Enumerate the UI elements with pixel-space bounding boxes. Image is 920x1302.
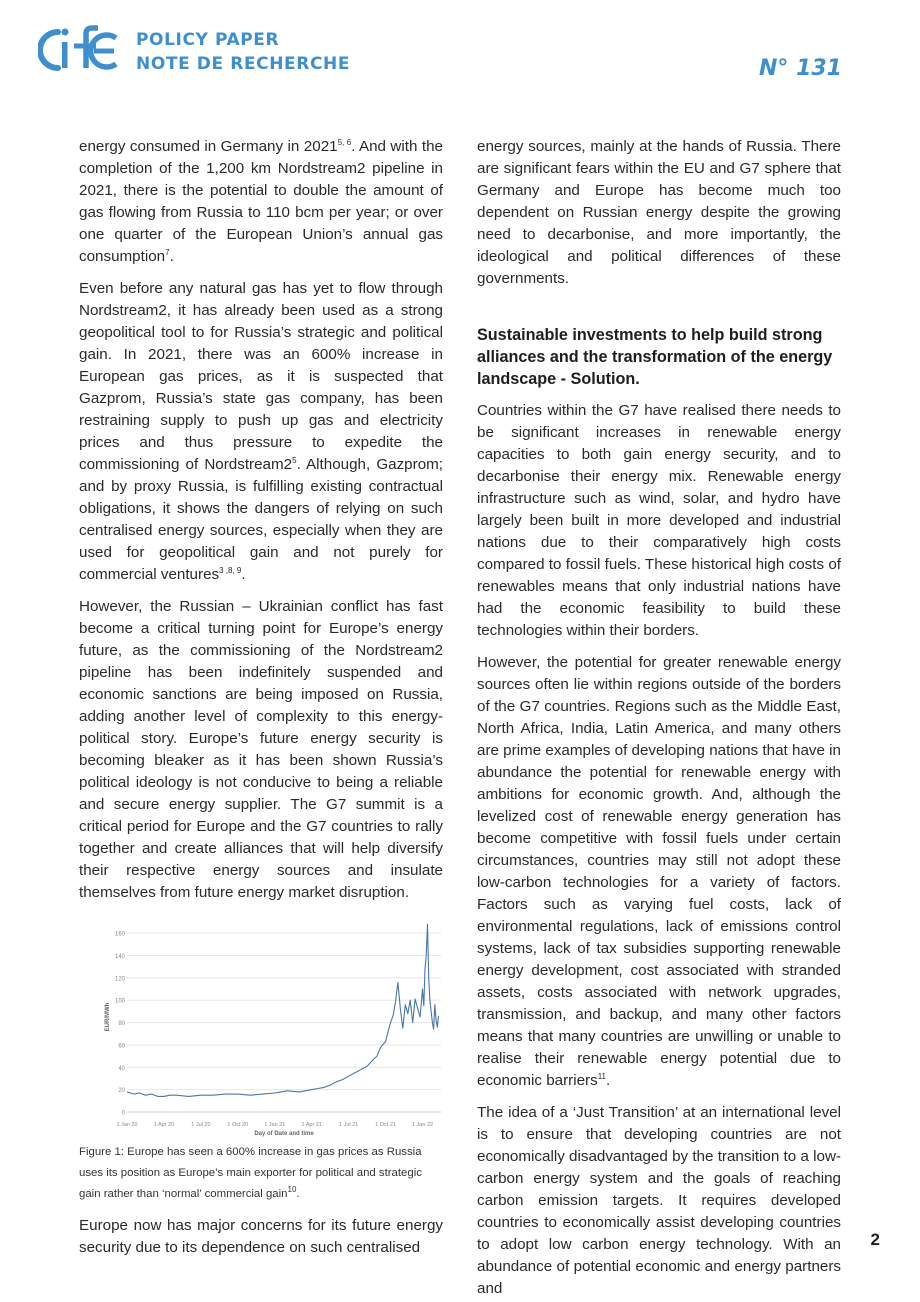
paragraph: energy sources, mainly at the hands of Russia. There are significant fears within the EU and G7 sphere that Germany and Europe has become much too dependent on Russian energy despite the growing need to decarbonise, and more importantly, the ideological and political differences of these governments. [477,138,841,287]
x-tick-label: 1 Jul 20 [191,1122,211,1128]
x-tick-label: 1 Jul 21 [339,1122,359,1128]
paragraph: Countries within the G7 have realised there needs to be significant increases in renewable energy capacities to both gain energy security, and to decarbonise their energy mix. Renewable energy infrastructure such as wind, solar, and hydro have largely been built in more developed and industrial nations due to their comparatively high costs compared to fossil fuels. These historical high costs of renewables means that only industrial nations have had the economic feasibility to build these technologies within their borders. [477,402,841,639]
y-tick-label: 140 [114,954,125,961]
y-axis-label: EUR/MWh [105,1002,111,1032]
paragraph: However, the Russian – Ukrainian conflict has fast become a critical turning point for Europe’s energy future, as the commissioning of the Nordstream2 pipeline has been indefinitely suspended and economic sanctions are being imposed on Russia, adding another level of complexity to this energy-political story. Europe’s future energy security is becoming bleaker as it has been shown Russia’s political ideology is not conducive to being a reliable and secure energy supplier. The G7 summit is a critical period for Europe and the G7 countries to rally together and create alliances that will help diversify their respective energy sources and insulate themselves from future energy market disruption. [79,598,443,901]
header-title-note-de-recherche: NOTE DE RECHERCHE [136,54,351,74]
page-number: 2 [870,1230,880,1249]
x-tick-label: 1 Apr 20 [153,1122,175,1128]
x-tick-label: 1 Jan 22 [411,1122,434,1128]
paragraph: The idea of a ‘Just Transition’ at an international level is to ensure that developing countries are not economically disadvantaged by the transition to a low-carbon energy system and the goals of reaching carbon emission targets. It requires developed countries to economically assist developing countries to adopt low carbon energy technology. With an abundance of potential economic and energy partners and [477,1104,841,1297]
x-axis-label: Day of Date and time [254,1131,314,1137]
gas-price-chart [79,914,443,1140]
paragraph: However, the potential for greater renewable energy sources often lie within regions outside of the borders of the G7 countries. Regions such as the Middle East, North Africa, India, Latin America, and many others are prime examples of developing nations that have in abundance the potential for renewable energy with ambitions for economic growth. And, although the levelized cost of renewable energy generation has become competitive with fossil fuels under certain circumstances, countries may still not adopt these low-carbon technologies for a variety of factors. Factors such as varying fuel costs, lack of environmental regulations, lack of emissions control systems, lack of tax subsidies supporting renewable energy development, cost associated with stranded assets, costs associated with network upgrades, transmission, and backup, and many other factors means that many countries are unwilling or unable to realise their renewable energy potential due to economic barriers$^{11}$. [477,654,841,1089]
x-tick-label: 1 Apr 21 [301,1122,322,1128]
paragraph: energy consumed in Germany in 2021$^{5, 6}$. And with the completion of the 1,200 km Nordstream2 pipeline in 2021, there is the potential to double the amount of gas flowing from Russia to 110 bcm per year; or over one quarter of the European Union’s annual gas consumption$^7$. [79,137,443,265]
y-tick-label: 100 [114,998,125,1005]
y-tick-label: 80 [118,1021,125,1028]
footnote-ref: 5, 6 [337,137,352,147]
footnote-ref: 10 [287,1185,297,1195]
y-tick-label: 20 [118,1088,125,1095]
gas-price-chart-svg [79,914,443,1140]
x-tick-label: 1 Oct 21 [375,1122,396,1128]
x-tick-label: 1 Jan 21 [264,1122,286,1128]
footnote-ref: 7 [165,247,170,257]
header-titles [136,28,350,76]
left-column [79,136,443,1269]
y-tick-label: 160 [114,931,125,938]
figure-caption: Figure 1: Europe has seen a 600% increase in gas prices as Russia uses its position as Europe’s main exporter for political and strategic gain rather than ‘normal’ commercial gain$^{10}$. [79,1146,422,1200]
footnote-ref: 3 ,8, 9 [219,565,242,575]
y-tick-label: 120 [114,976,125,983]
x-tick-label: 1 Oct 20 [227,1122,249,1128]
header-title-policy-paper: POLICY PAPER [136,30,280,50]
y-tick-label: 40 [118,1065,125,1072]
series-line [127,924,439,1096]
footnote-ref: 11 [597,1071,607,1081]
footnote-ref: 5 [292,455,297,465]
paragraph: Even before any natural gas has yet to flow through Nordstream2, it has already been used as a strong geopolitical tool to for Russia’s strategic and political gain. In 2021, there was an 600% increase in European gas prices, as it is suspected that Gazprom, Russia’s state gas company, has been restraining supply to push up gas and electricity prices and thus pressure to expedite the commissioning of $Nordstream2^5$. Although, Gazprom; and by proxy Russia, is fulfilling existing contractual obligations, it shows the dangers of relying on such centralised energy sources, especially when they are used for geopolitical gain and not purely for commercial ventures$^{3 ,8, 9}$. [79,280,444,583]
issue-number: N° 131 [759,56,842,81]
section-heading: Sustainable investments to help build strong alliances and the transformation of the energy landscape - Solution. [477,326,833,388]
y-tick-label: 0 [121,1110,125,1117]
x-tick-label: 1 Jan 20 [116,1122,138,1128]
cife-logo [38,20,118,80]
paragraph: Europe now has major concerns for its future energy security due to its dependence on such centralised [79,1217,443,1256]
right-column [477,136,841,1302]
y-tick-label: 60 [118,1043,125,1050]
